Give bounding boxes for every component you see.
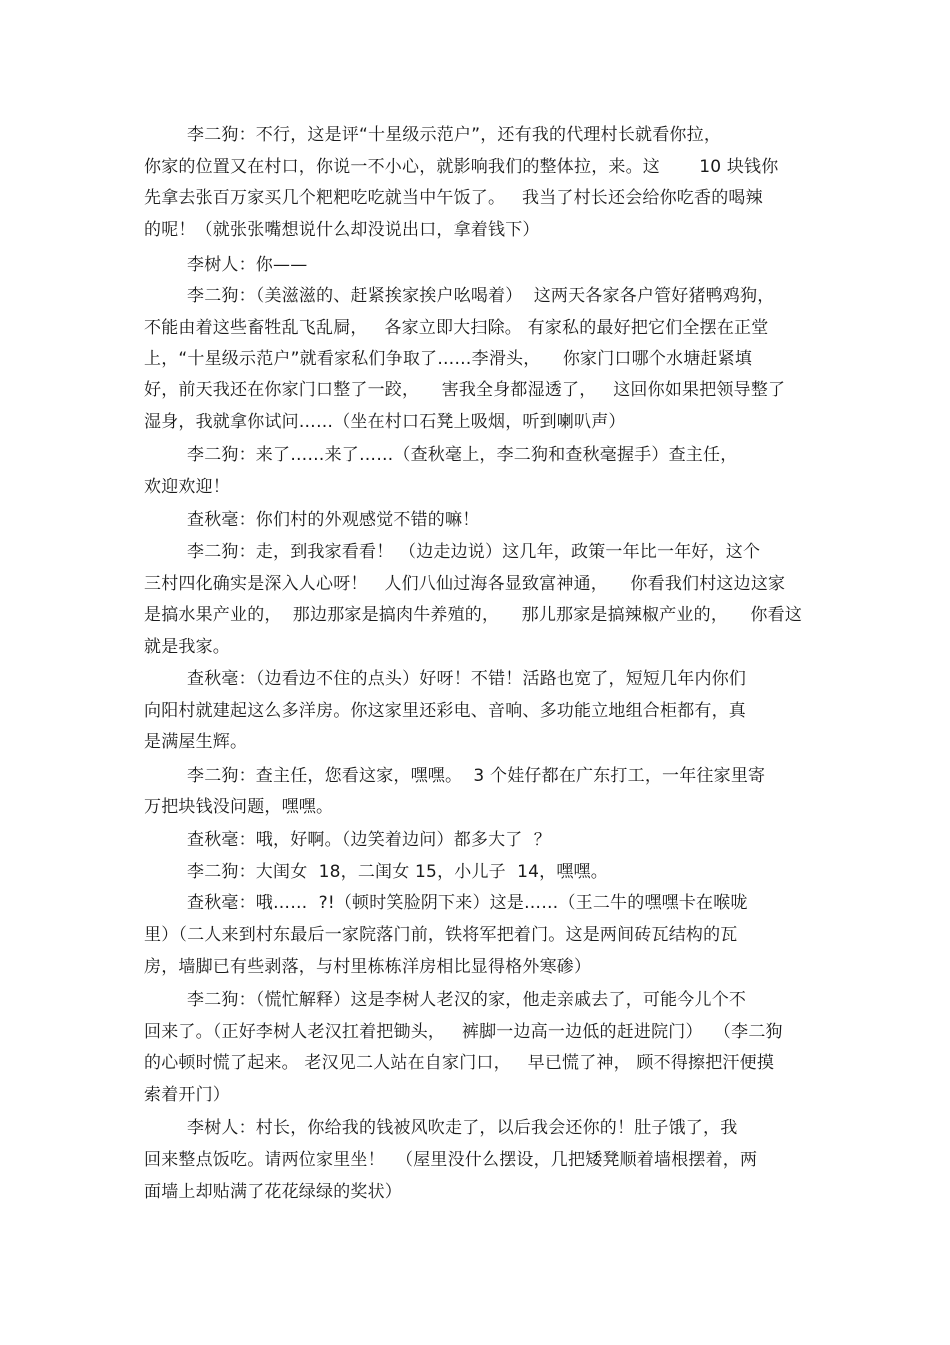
text-line: 就是我家。 [144, 637, 230, 657]
text-line: 面墙上却贴满了花花绿绿的奖状） [144, 1182, 402, 1202]
text-line: 查秋毫：哦…… ?!（顿时笑脸阴下来）这是……（王二牛的嘿嘿卡在喉咙 [187, 893, 748, 913]
text-line: 的呢！（就张张嘴想说什么却没说出口，拿着钱下） [144, 220, 540, 240]
text-line: 李树人：你—— [187, 255, 308, 275]
text-line: 李二狗：大闺女 18，二闺女 15，小儿子 14，嘿嘿。 [187, 862, 608, 882]
text-line: 李二狗：（慌忙解释）这是李树人老汉的家，他走亲戚去了，可能今儿个不 [187, 990, 747, 1010]
text-line: 李树人：村长，你给我的钱被风吹走了，以后我会还你的！肚子饿了，我 [187, 1118, 738, 1138]
text-line: 万把块钱没问题，嘿嘿。 [144, 797, 334, 817]
text-line: 先拿去张百万家买几个粑粑吃吃就当中午饭了。 我当了村长还会给你吃香的喝辣 [144, 188, 763, 208]
text-line: 李二狗：走，到我家看看！ （边走边说）这几年，政策一年比一年好，这个 [187, 542, 761, 562]
text-line: 是满屋生辉。 [144, 732, 248, 752]
text-line: 查秋毫：你们村的外观感觉不错的嘛！ [187, 510, 480, 530]
text-line: 回来整点饭吃。请两位家里坐！ （屋里没什么摆设，几把矮凳顺着墙根摆着，两 [144, 1150, 758, 1170]
text-line: 房，墙脚已有些剥落，与村里栋栋洋房相比显得格外寒碜） [144, 957, 592, 977]
text-line: 李二狗：（美滋滋的、赶紧挨家挨户吆喝着） 这两天各家各户管好猪鸭鸡狗， [187, 286, 775, 306]
text-line: 索着开门） [144, 1085, 230, 1105]
text-line: 上，“十星级示范户”就看家私们争取了……李滑头， 你家门口哪个水塘赶紧填 [144, 349, 753, 369]
text-line: 你家的位置又在村口，你说一不小心，就影响我们的整体拉，来。这 10 块钱你 [144, 157, 779, 177]
text-line: 是搞水果产业的， 那边那家是搞肉牛养殖的， 那儿那家是搞辣椒产业的， 你看这 [144, 605, 803, 625]
text-line: 李二狗：不行，这是评“十星级示范户”，还有我的代理村长就看你拉， [187, 125, 722, 145]
text-line: 回来了。（正好李树人老汉扛着把锄头， 裤脚一边高一边低的赶进院门） （李二狗 [144, 1022, 783, 1042]
text-line: 欢迎欢迎！ [144, 477, 230, 497]
text-line: 向阳村就建起这么多洋房。你这家里还彩电、音响、多功能立地组合柜都有，真 [144, 701, 746, 721]
text-line: 里）（二人来到村东最后一家院落门前，铁将军把着门。这是两间砖瓦结构的瓦 [144, 925, 738, 945]
text-line: 三村四化确实是深入人心呀！ 人们八仙过海各显致富神通， 你看我们村这边这家 [144, 574, 786, 594]
text-line: 湿身，我就拿你试问……（坐在村口石凳上吸烟，听到喇叭声） [144, 412, 626, 432]
text-line: 查秋毫：哦，好啊。（边笑着边问）都多大了 ？ [187, 830, 551, 850]
text-line: 不能由着这些畜牲乱飞乱屙， 各家立即大扫除。 有家私的最好把它们全摆在正堂 [144, 318, 769, 338]
text-line: 李二狗：来了……来了……（查秋毫上，李二狗和查秋毫握手）查主任， [187, 445, 738, 465]
text-line: 的心顿时慌了起来。 老汉见二人站在自家门口， 早已慌了神， 顾不得擦把汗便摸 [144, 1053, 775, 1073]
text-line: 好，前天我还在你家门口整了一跤， 害我全身都湿透了， 这回你如果把领导整了 [144, 380, 786, 400]
text-line: 李二狗：查主任，您看这家，嘿嘿。 3 个娃仔都在广东打工，一年往家里寄 [187, 766, 766, 786]
text-line: 查秋毫：（边看边不住的点头）好呀！不错！活路也宽了，短短几年内你们 [187, 669, 747, 689]
